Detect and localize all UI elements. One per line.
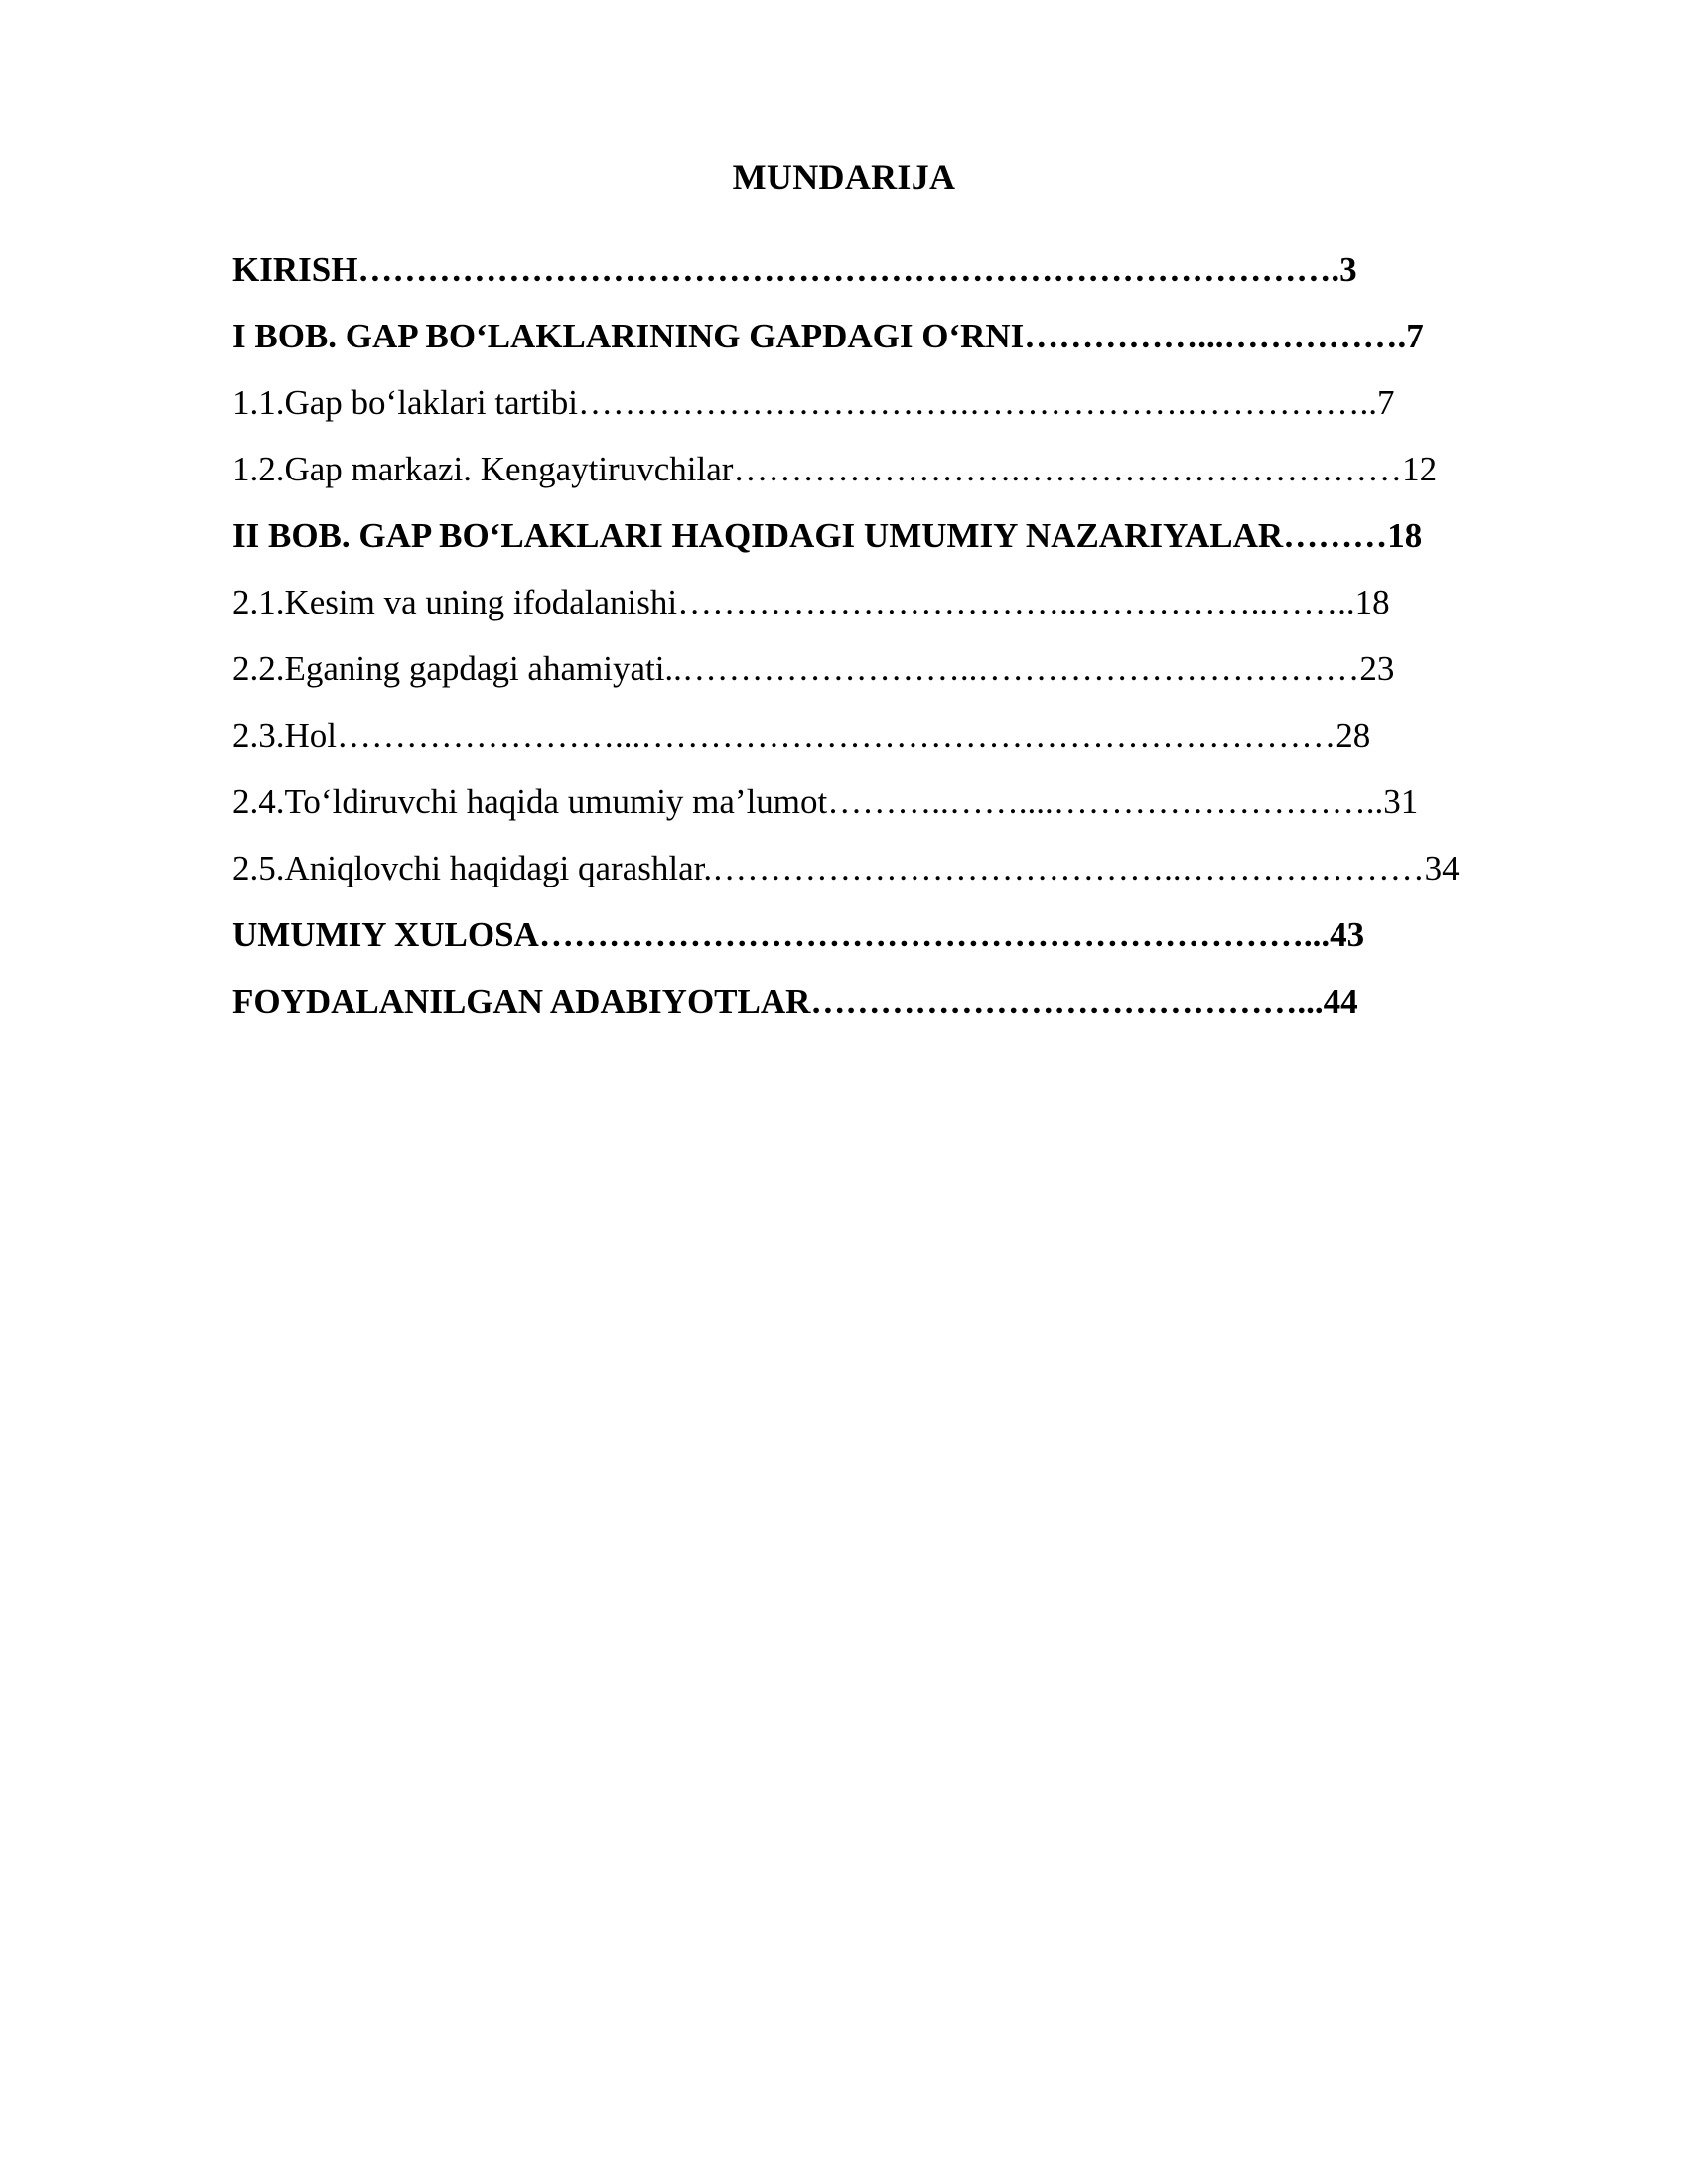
- page-title: MUNDARIJA: [732, 157, 956, 197]
- toc-entry-section-2-3[interactable]: 2.3.Hol……………………...……………………………………………………28: [232, 716, 1371, 754]
- toc-entry-kirish[interactable]: KIRISH………………………………………………………………………….3: [232, 250, 1357, 289]
- toc-entry-chapter-2[interactable]: II BOB. GAP BO‘LAKLARI HAQIDAGI UMUMIY NAZARIYALAR………18: [232, 516, 1423, 555]
- toc-entry-section-2-5[interactable]: 2.5.Aniqlovchi haqidagi qarashlar.…………………………………..…………………34: [232, 849, 1460, 887]
- toc-entry-section-2-2[interactable]: 2.2.Eganing gapdagi ahamiyati..……………………..……………………………23: [232, 649, 1395, 688]
- toc-entry-section-2-4[interactable]: 2.4.To‘ldiruvchi haqida umumiy ma’lumot………..……....………………………..31: [232, 782, 1419, 821]
- toc-entry-conclusion[interactable]: UMUMIY XULOSA…………………………………………………………...43: [232, 915, 1365, 954]
- toc-entry-section-1-2[interactable]: 1.2.Gap markazi. Kengaytiruvchilar…………………….……………………………12: [232, 450, 1438, 488]
- toc-entry-chapter-1[interactable]: I BOB. GAP BO‘LAKLARINING GAPDAGI O‘RNI……………...…………….7: [232, 317, 1424, 355]
- toc-entry-references[interactable]: FOYDALANILGAN ADABIYOTLAR……………………………………...44: [232, 982, 1358, 1021]
- toc-entry-section-1-1[interactable]: 1.1.Gap bo‘laklari tartibi…………………………….……………….……………..7: [232, 383, 1395, 422]
- toc-entry-section-2-1[interactable]: 2.1.Kesim va uning ifodalanishi……………………………..……………..……..18: [232, 583, 1390, 621]
